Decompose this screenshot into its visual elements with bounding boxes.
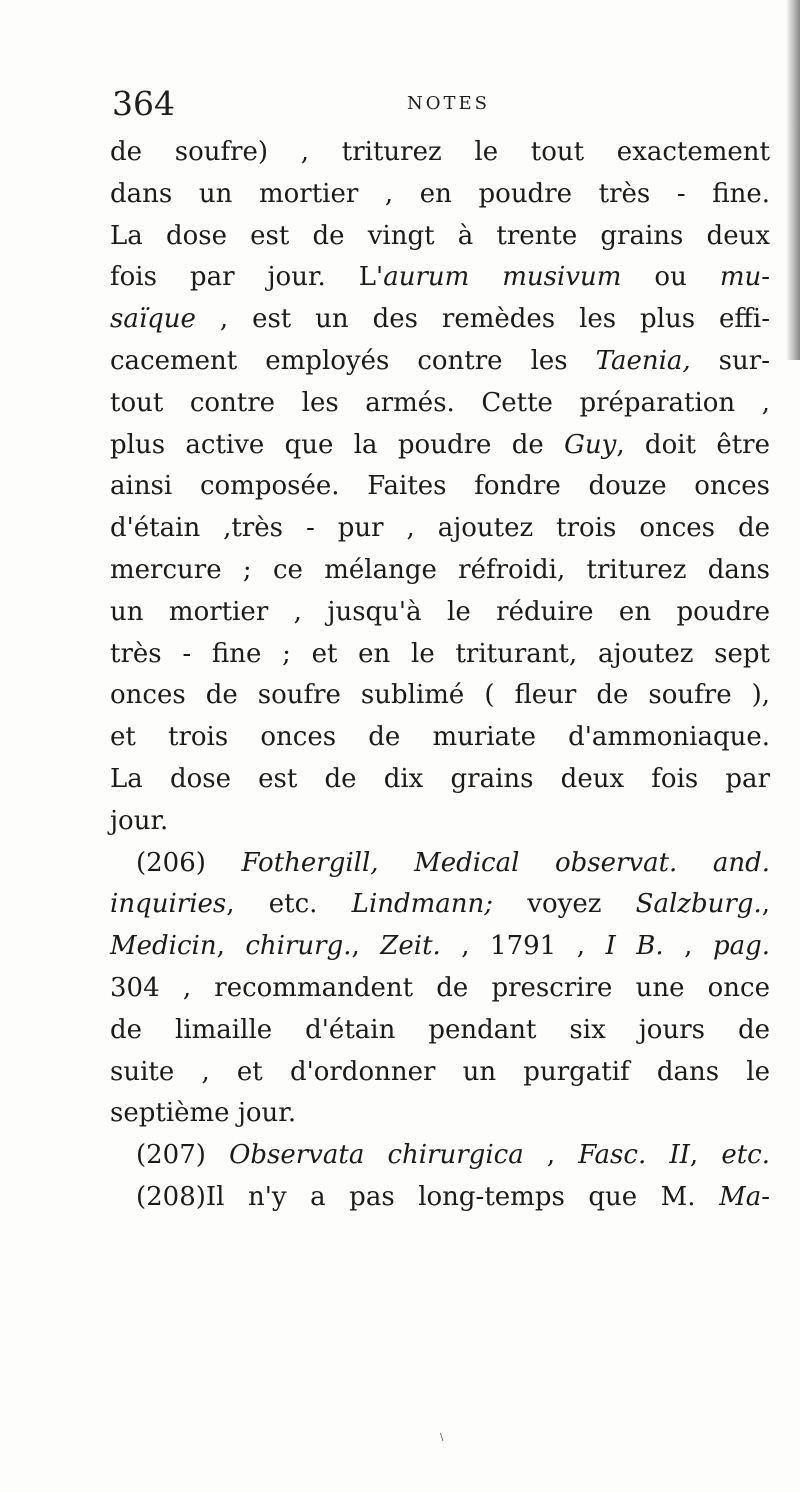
text-line <box>110 508 770 550</box>
text-line <box>110 257 770 299</box>
text-line <box>110 884 770 926</box>
text-span: La dose est de vingt à trente grains deux <box>110 220 770 251</box>
text-span: , etc. <box>226 889 352 920</box>
text-span: sur- <box>690 345 770 376</box>
text-span: dans un mortier , en poudre très - fine. <box>110 178 770 209</box>
italic-span: I B. <box>605 931 664 962</box>
italic-span: mu- <box>719 262 770 293</box>
text-line <box>110 801 770 843</box>
notes-text <box>110 132 770 1219</box>
text-span: onces de soufre sublimé ( fleur de soufre ), <box>110 680 770 711</box>
text-line <box>110 717 770 759</box>
text-span: 304 , recommandent de prescrire une once <box>110 972 770 1003</box>
italic-span: Guy <box>564 429 617 460</box>
text-span: très - fine ; et en le triturant, ajoutez sept <box>110 638 770 669</box>
text-span: ainsi composée. Faites fondre douze onces <box>110 471 770 502</box>
italic-span: Zeit. <box>380 931 441 962</box>
text-line <box>110 759 770 801</box>
page-header <box>112 84 672 124</box>
italic-span: Observata chirurgica <box>229 1140 524 1171</box>
italic-span: Salzburg. <box>635 889 762 920</box>
text-span: , <box>689 1140 722 1171</box>
page-mark: \ <box>440 1432 444 1443</box>
italic-span: Ma- <box>719 1181 770 1212</box>
text-span: , <box>351 931 381 962</box>
text-line <box>110 592 770 634</box>
text-span: , doit être <box>616 429 770 460</box>
text-span: jour. <box>110 805 169 836</box>
text-span: fois par jour. L' <box>110 262 384 293</box>
text-span: , <box>216 931 246 962</box>
text-span: La dose est de dix grains deux fois par <box>110 763 770 794</box>
text-line <box>110 926 770 968</box>
text-line <box>110 1052 770 1094</box>
footnote-208 <box>110 1177 770 1219</box>
italic-span: Taenia, <box>595 345 691 376</box>
text-line <box>110 425 770 467</box>
running-head: NOTES <box>407 93 490 114</box>
text-span: mercure ; ce mélange réfroidi, triturez dans <box>110 554 770 585</box>
text-line <box>110 634 770 676</box>
text-span: plus active que la poudre de <box>110 429 565 460</box>
text-span: , <box>761 889 770 920</box>
text-span: cacement employés contre les <box>110 345 596 376</box>
text-span: de soufre) , triturez le tout exactement <box>110 137 770 167</box>
text-span: suite , et d'ordonner un purgatif dans le <box>110 1056 770 1087</box>
footnote-207 <box>110 1135 770 1177</box>
italic-span: chirurg. <box>245 931 352 962</box>
text-span: , <box>523 1140 579 1171</box>
text-span: tout contre les armés. Cette préparation , <box>110 387 770 418</box>
text-line <box>110 1093 770 1135</box>
italic-span: pag. <box>712 931 771 962</box>
text-line <box>110 550 770 592</box>
text-line <box>110 341 770 383</box>
italic-span: Fasc. II <box>578 1140 690 1171</box>
text-span: d'étain ,très - pur , ajoutez trois onces de <box>110 513 770 544</box>
footnote-number: (207) <box>136 1140 230 1171</box>
text-span: et trois onces de muriate d'ammoniaque. <box>110 722 770 753</box>
text-line <box>110 466 770 508</box>
text-line <box>110 1010 770 1052</box>
text-line <box>110 174 770 216</box>
text-line <box>110 299 770 341</box>
italic-span: Lindmann; <box>351 889 494 920</box>
text-span: , <box>663 931 713 962</box>
italic-span: etc. <box>721 1140 771 1171</box>
text-span: voyez <box>493 889 636 920</box>
text-line <box>110 383 770 425</box>
text-span: , 1791 , <box>440 931 606 962</box>
text-line <box>110 675 770 717</box>
text-span: (208)Il n'y a pas long-temps que M. <box>136 1181 720 1212</box>
text-span: de limaille d'étain pendant six jours de <box>110 1014 770 1045</box>
text-line <box>110 132 770 174</box>
italic-span: inquiries <box>110 889 227 920</box>
italic-span: Medicin <box>110 931 217 962</box>
footnote-number: (206) <box>136 847 242 878</box>
page-number: 364 <box>112 84 175 123</box>
text-span: , est un des remèdes les plus effi- <box>195 304 770 335</box>
page-edge-shadow <box>786 0 800 360</box>
italic-span: Fothergill, Medical observat. and. <box>241 847 770 878</box>
text-span: un mortier , jusqu'à le réduire en poudre <box>110 596 770 627</box>
text-line <box>110 968 770 1010</box>
text-line <box>110 216 770 258</box>
italic-span: aurum musivum <box>383 262 622 293</box>
italic-span: saïque <box>110 304 196 335</box>
footnote-206 <box>110 843 770 885</box>
text-span: septième jour. <box>110 1098 297 1129</box>
text-span: ou <box>621 262 720 293</box>
